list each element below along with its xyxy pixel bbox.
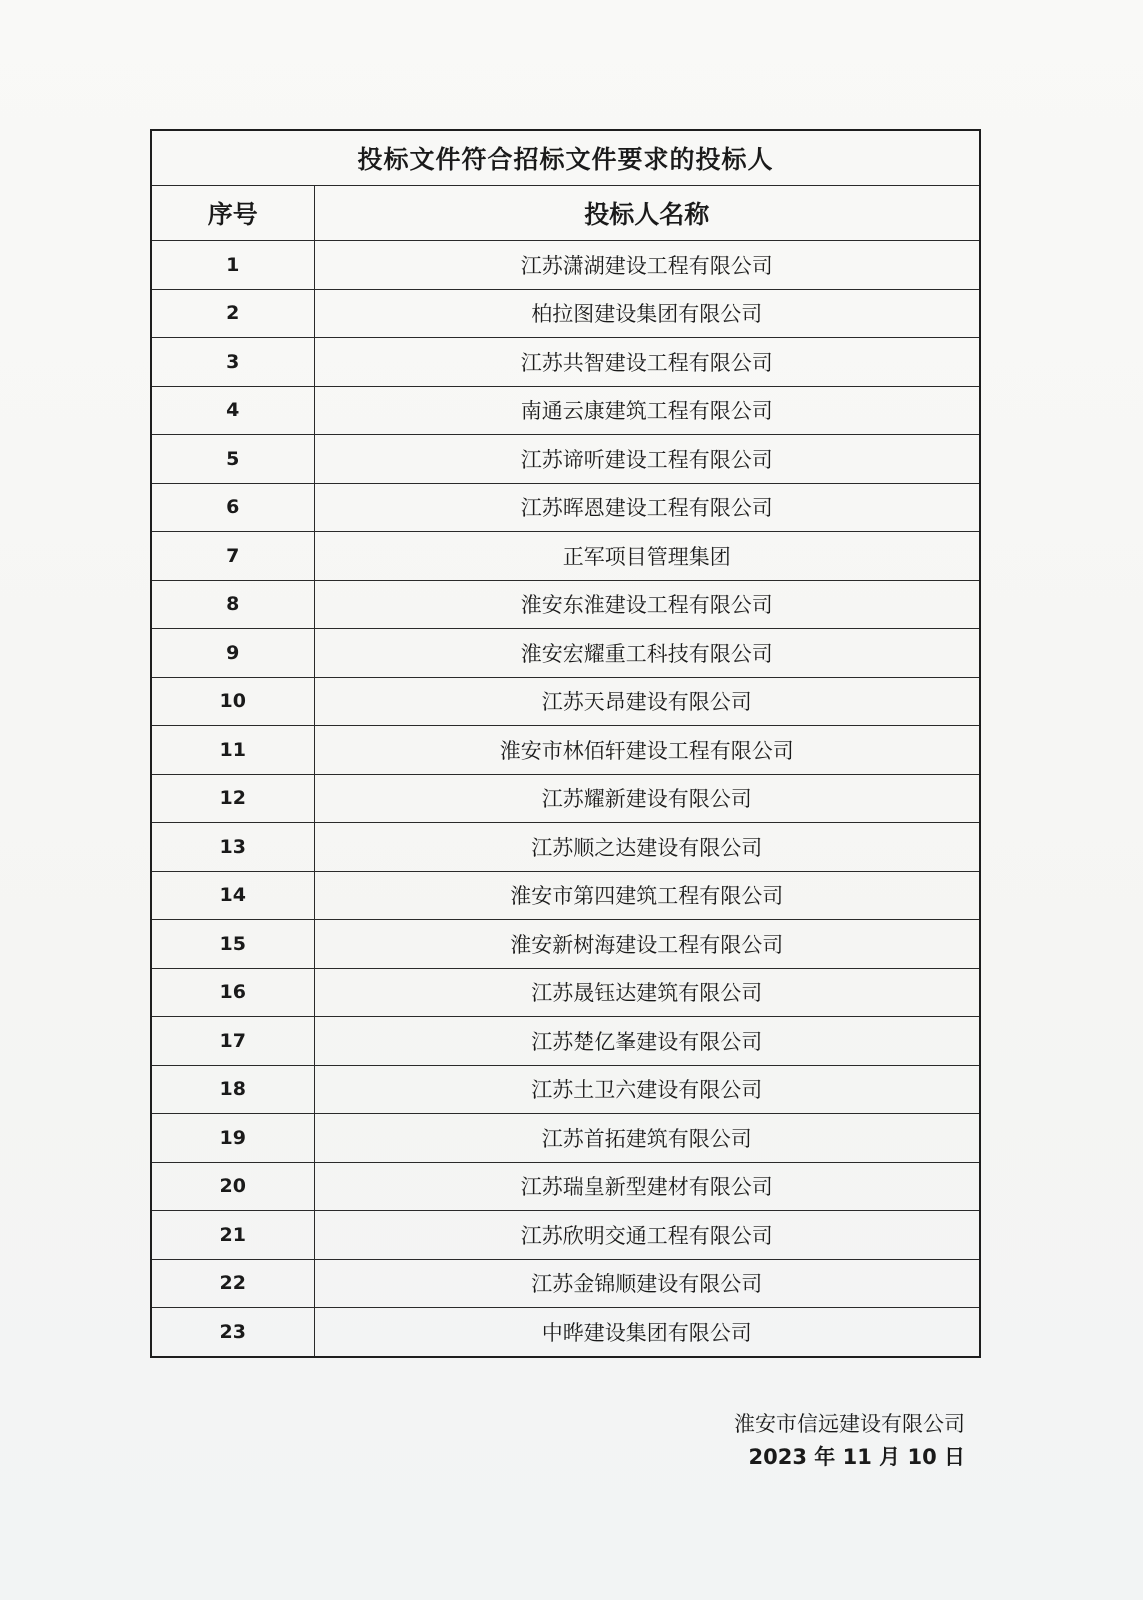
row-seq: 12 — [151, 774, 314, 823]
row-bidder-name: 江苏楚亿峯建设有限公司 — [314, 1017, 980, 1066]
row-seq: 19 — [151, 1114, 314, 1163]
table-row — [151, 241, 980, 290]
row-bidder-name: 江苏顺之达建设有限公司 — [314, 823, 980, 872]
row-seq: 8 — [151, 580, 314, 629]
issuer-company: 淮安市信远建设有限公司 — [734, 1412, 965, 1436]
row-seq: 9 — [151, 629, 314, 678]
row-bidder-name: 正军项目管理集团 — [314, 532, 980, 581]
row-bidder-name: 南通云康建筑工程有限公司 — [314, 386, 980, 435]
table-row — [151, 1259, 980, 1308]
table-row — [151, 823, 980, 872]
bidders-table — [150, 129, 981, 1358]
row-bidder-name: 淮安市第四建筑工程有限公司 — [314, 871, 980, 920]
row-seq: 3 — [151, 338, 314, 387]
row-seq: 22 — [151, 1259, 314, 1308]
row-seq: 21 — [151, 1211, 314, 1260]
table-row — [151, 1017, 980, 1066]
row-bidder-name: 柏拉图建设集团有限公司 — [314, 289, 980, 338]
table-body — [151, 130, 980, 1357]
row-seq: 1 — [151, 241, 314, 290]
row-seq: 4 — [151, 386, 314, 435]
row-seq: 13 — [151, 823, 314, 872]
header-name: 投标人名称 — [314, 186, 980, 241]
table-row — [151, 289, 980, 338]
row-bidder-name: 淮安新树海建设工程有限公司 — [314, 920, 980, 969]
table-title: 投标文件符合招标文件要求的投标人 — [151, 130, 980, 186]
row-seq: 6 — [151, 483, 314, 532]
row-bidder-name: 江苏晖恩建设工程有限公司 — [314, 483, 980, 532]
row-bidder-name: 淮安东淮建设工程有限公司 — [314, 580, 980, 629]
row-bidder-name: 江苏谛听建设工程有限公司 — [314, 435, 980, 484]
row-bidder-name: 江苏欣明交通工程有限公司 — [314, 1211, 980, 1260]
row-bidder-name: 江苏金锦顺建设有限公司 — [314, 1259, 980, 1308]
table-row — [151, 629, 980, 678]
row-seq: 16 — [151, 968, 314, 1017]
row-seq: 7 — [151, 532, 314, 581]
table-row — [151, 435, 980, 484]
table-row — [151, 1211, 980, 1260]
header-seq: 序号 — [151, 186, 314, 241]
table-row — [151, 1162, 980, 1211]
table-row — [151, 1065, 980, 1114]
row-seq: 5 — [151, 435, 314, 484]
table-row — [151, 968, 980, 1017]
row-seq: 14 — [151, 871, 314, 920]
row-bidder-name: 中晔建设集团有限公司 — [314, 1308, 980, 1357]
table-row — [151, 386, 980, 435]
row-bidder-name: 江苏瑞皇新型建材有限公司 — [314, 1162, 980, 1211]
table-title-row — [151, 130, 980, 186]
table-row — [151, 677, 980, 726]
row-bidder-name: 江苏潇湖建设工程有限公司 — [314, 241, 980, 290]
table-row — [151, 920, 980, 969]
signature-block — [734, 1408, 965, 1474]
row-bidder-name: 江苏天昂建设有限公司 — [314, 677, 980, 726]
row-seq: 20 — [151, 1162, 314, 1211]
row-seq: 10 — [151, 677, 314, 726]
table-row — [151, 532, 980, 581]
row-bidder-name: 淮安宏耀重工科技有限公司 — [314, 629, 980, 678]
row-seq: 2 — [151, 289, 314, 338]
table-row — [151, 1114, 980, 1163]
row-seq: 11 — [151, 726, 314, 775]
table-row — [151, 483, 980, 532]
row-seq: 15 — [151, 920, 314, 969]
table-row — [151, 871, 980, 920]
row-seq: 23 — [151, 1308, 314, 1357]
row-bidder-name: 江苏耀新建设有限公司 — [314, 774, 980, 823]
row-seq: 17 — [151, 1017, 314, 1066]
row-bidder-name: 江苏首拓建筑有限公司 — [314, 1114, 980, 1163]
row-seq: 18 — [151, 1065, 314, 1114]
table-row — [151, 726, 980, 775]
issue-date: 2023 年 11 月 10 日 — [748, 1445, 965, 1469]
table-row — [151, 1308, 980, 1357]
row-bidder-name: 淮安市林佰轩建设工程有限公司 — [314, 726, 980, 775]
table-row — [151, 580, 980, 629]
row-bidder-name: 江苏土卫六建设有限公司 — [314, 1065, 980, 1114]
table-row — [151, 338, 980, 387]
row-bidder-name: 江苏共智建设工程有限公司 — [314, 338, 980, 387]
table-row — [151, 774, 980, 823]
row-bidder-name: 江苏晟钰达建筑有限公司 — [314, 968, 980, 1017]
table-header-row — [151, 186, 980, 241]
